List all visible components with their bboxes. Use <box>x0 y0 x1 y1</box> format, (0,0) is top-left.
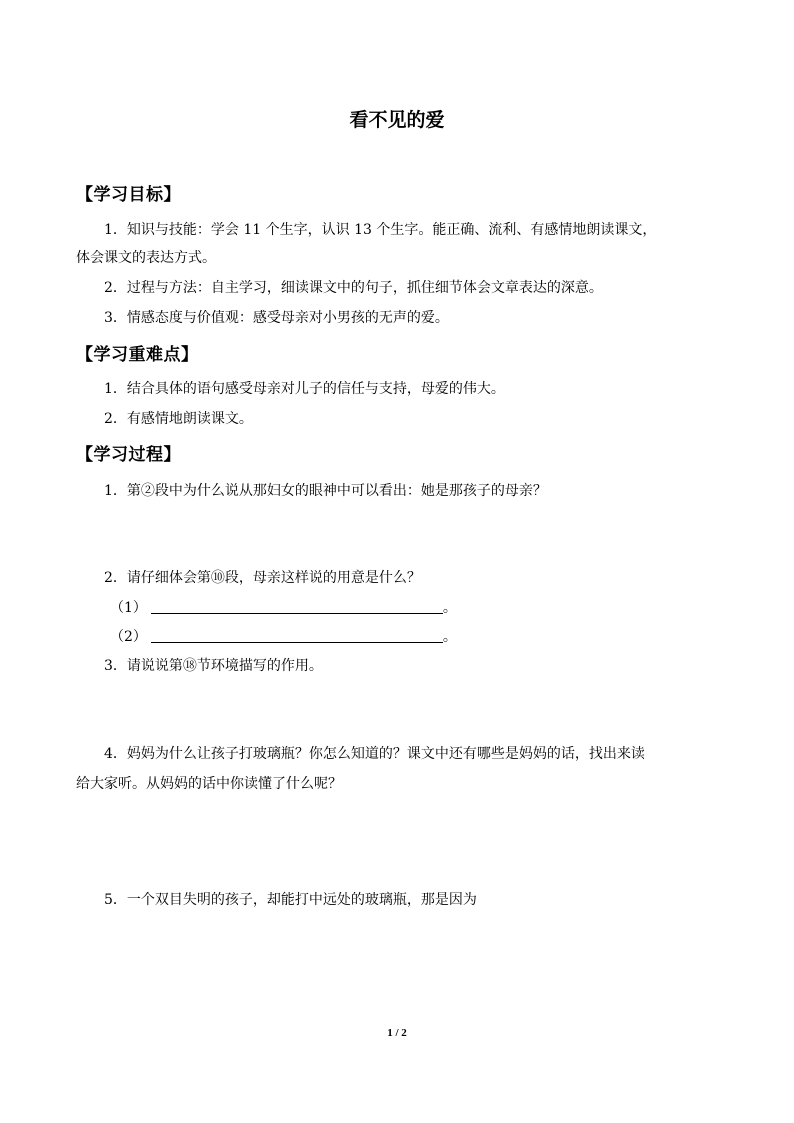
answer-label-2: （2） <box>110 629 147 645</box>
question-4-line-2: 给大家听。从妈妈的话中你读懂了什么呢？ <box>76 776 342 792</box>
question-1: 1．第②段中为什么说从那妇女的眼神中可以看出：她是那孩子的母亲？ <box>104 483 547 499</box>
question-2-answer-1 <box>110 598 457 618</box>
goal-item-1: 1．知识与技能：学会 11 个生字，认识 13 个生字。能正确、流利、有感情地朗读课文， <box>104 222 657 238</box>
question-3: 3．请说说第⑱节环境描写的作用。 <box>104 658 323 674</box>
page-title: 看不见的爱 <box>349 109 445 131</box>
section-heading-goals: 【学习目标】 <box>76 185 181 205</box>
answer-end-2: 。 <box>442 629 457 645</box>
page-number: 1 / 2 <box>387 1027 407 1039</box>
section-heading-process: 【学习过程】 <box>76 445 181 465</box>
question-2: 2．请仔细体会第⑩段，母亲这样说的用意是什么？ <box>104 570 421 586</box>
question-5: 5．一个双目失明的孩子，却能打中远处的玻璃瓶，那是因为 <box>104 892 477 908</box>
question-2-answer-2 <box>110 627 457 647</box>
answer-label-1: （1） <box>110 600 147 616</box>
goal-item-3: 3．情感态度与价值观：感受母亲对小男孩的无声的爱。 <box>104 310 449 326</box>
goal-item-1-continuation: 体会课文的表达方式。 <box>76 250 216 266</box>
keypoint-item-1: 1．结合具体的语句感受母亲对儿子的信任与支持，母爱的伟大。 <box>104 381 505 397</box>
question-4-line-1: 4．妈妈为什么让孩子打玻璃瓶？你怎么知道的？课文中还有哪些是妈妈的话，找出来读 <box>104 746 645 762</box>
answer-blank-1[interactable] <box>151 599 443 614</box>
goal-item-2: 2．过程与方法：自主学习，细读课文中的句子，抓住细节体会文章表达的深意。 <box>104 280 603 296</box>
section-heading-keypoints: 【学习重难点】 <box>76 345 199 365</box>
answer-blank-2[interactable] <box>151 628 443 643</box>
answer-end-1: 。 <box>442 600 457 616</box>
keypoint-item-2: 2．有感情地朗读课文。 <box>104 411 253 427</box>
